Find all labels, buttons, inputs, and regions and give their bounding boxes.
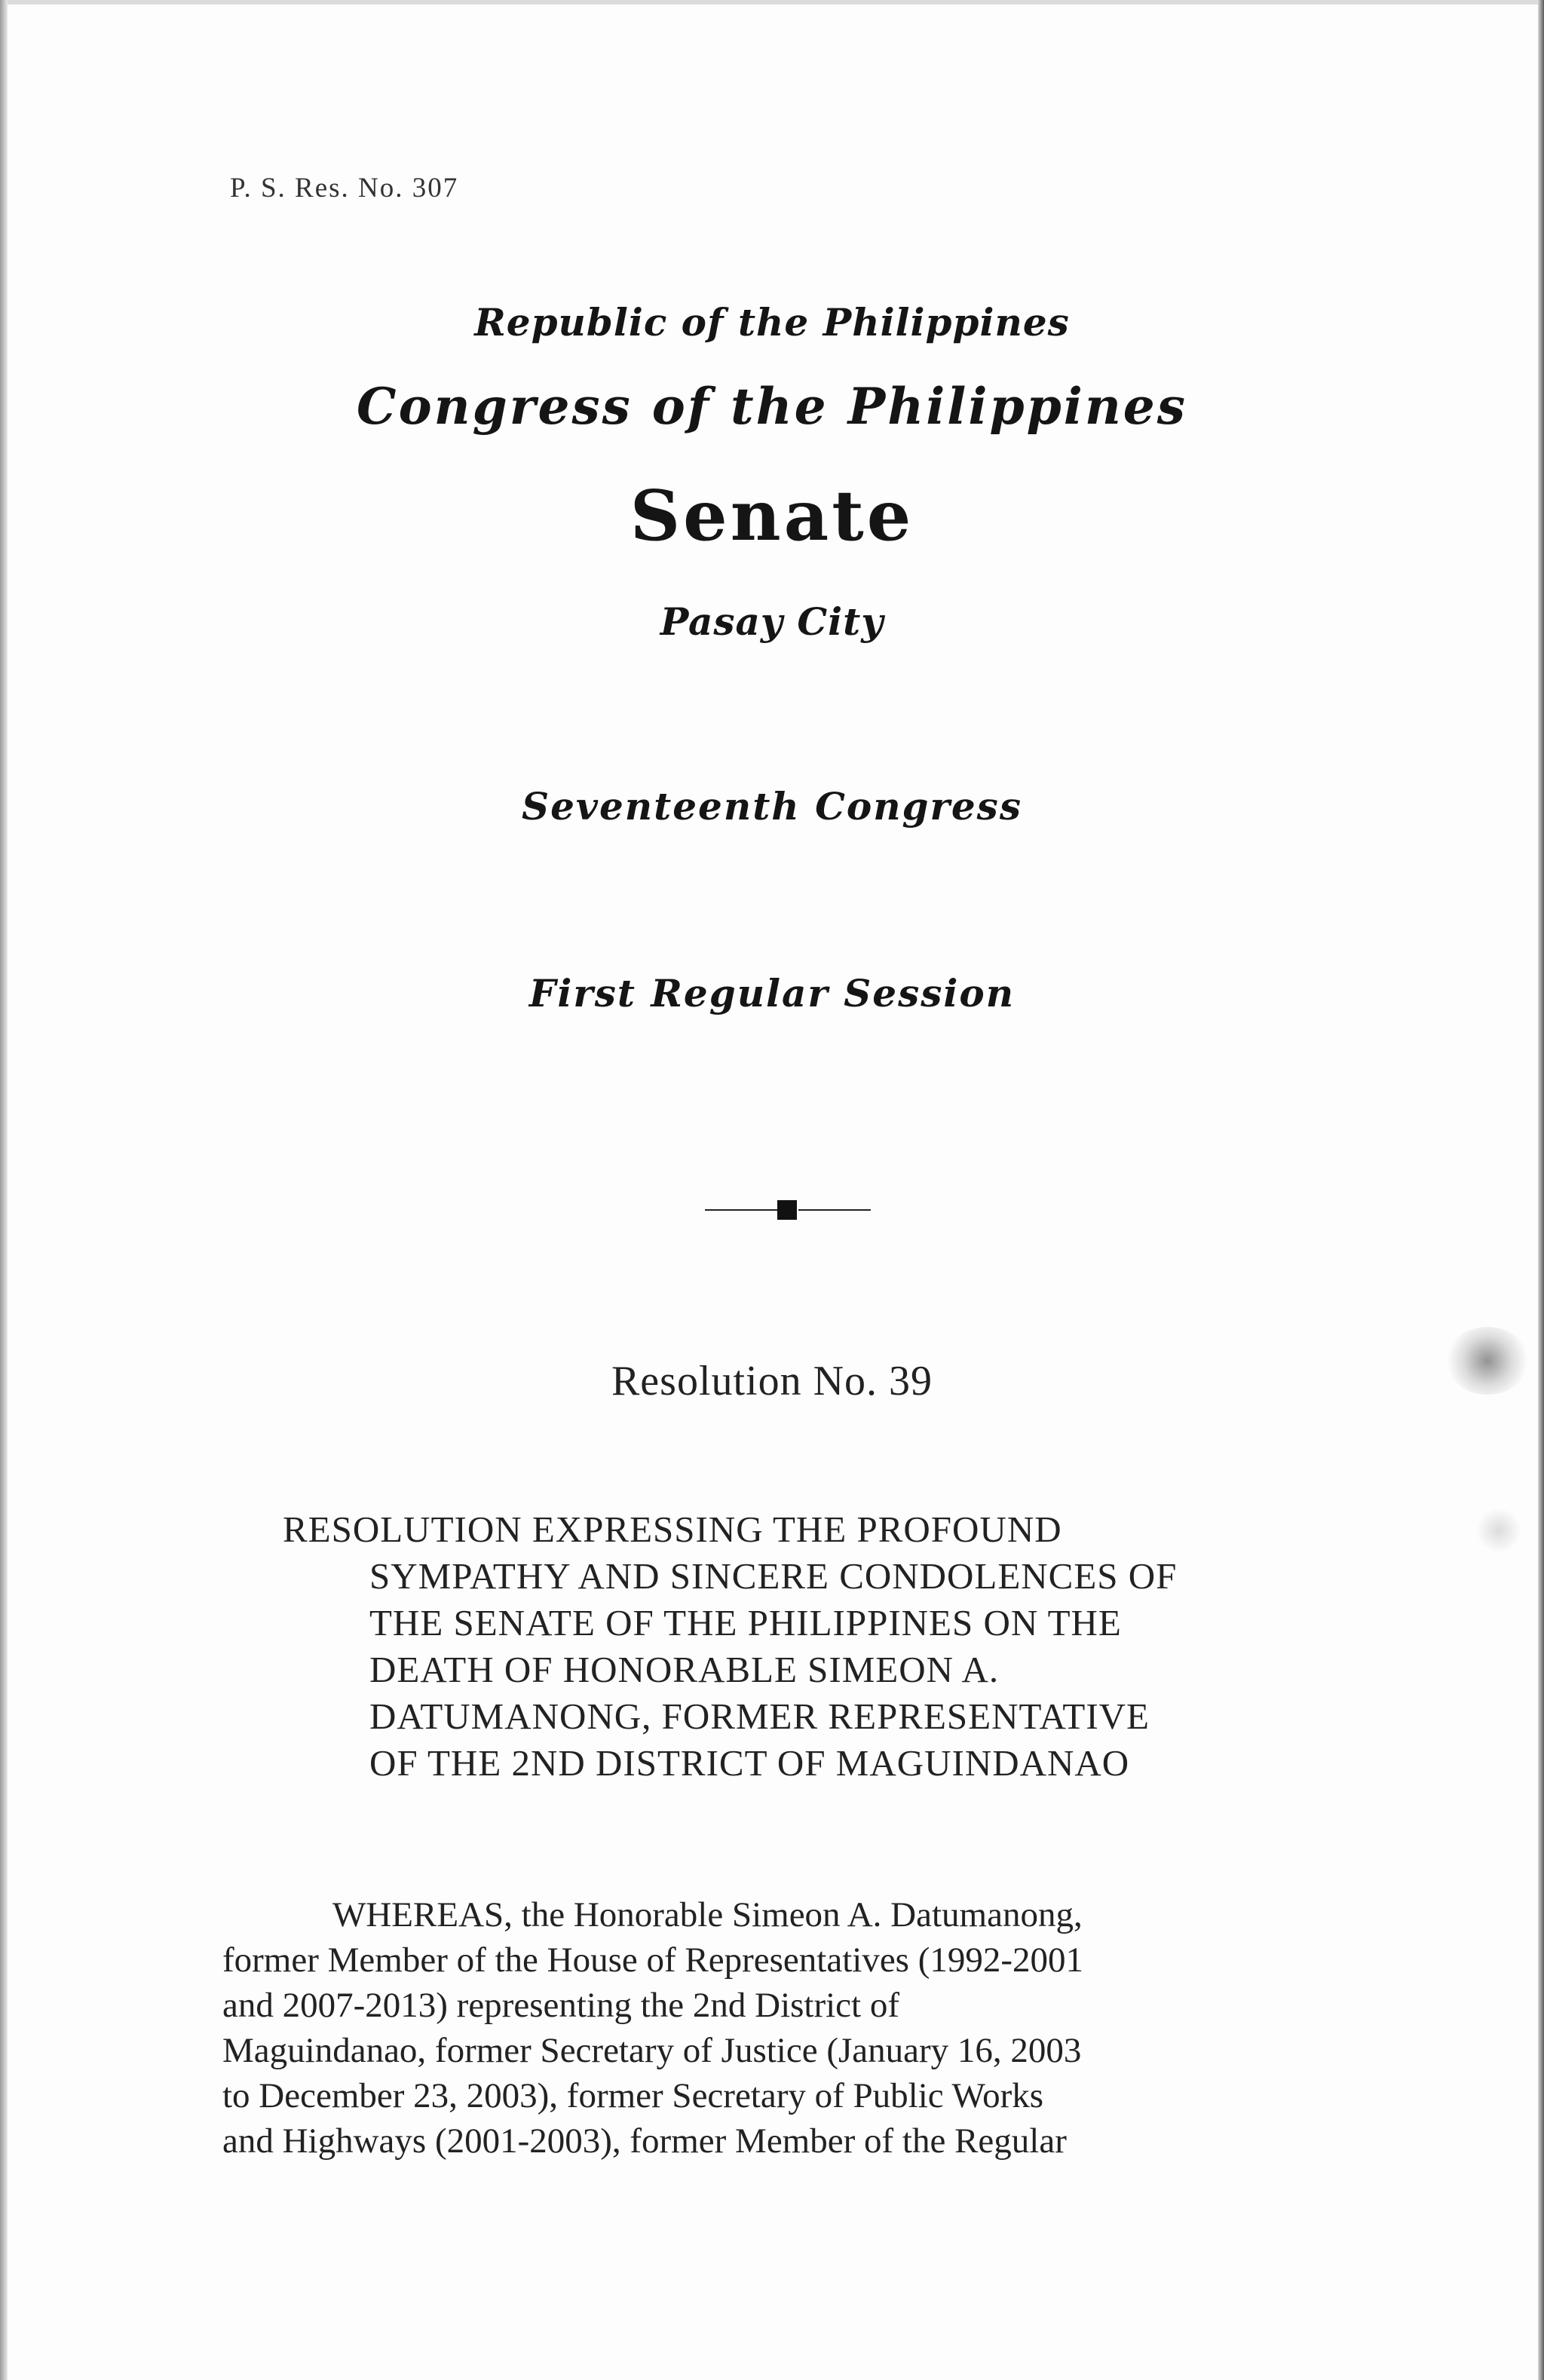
resolution-number: Resolution No. 39 (611, 1358, 933, 1404)
body-line: Maguindanao, former Secretary of Justice (January 16, 2003 (222, 2031, 1082, 2070)
title-line: SYMPATHY AND SINCERE CONDOLENCES OF (369, 1555, 1178, 1597)
body-line: to December 23, 2003), former Secretary of Public Works (222, 2076, 1044, 2115)
divider-line-right (798, 1209, 871, 1211)
scan-edge-top (0, 0, 1544, 5)
whereas-paragraph (222, 1892, 1338, 2164)
scan-smudge-small (1476, 1508, 1521, 1553)
congress-number-heading: Seventeenth Congress (522, 784, 1022, 829)
body-line: and 2007-2013) representing the 2nd District of (222, 1986, 900, 2025)
title-line: DATUMANONG, FORMER REPRESENTATIVE (369, 1695, 1150, 1737)
title-line: DEATH OF HONORABLE SIMEON A. (369, 1649, 1000, 1690)
title-line: OF THE 2ND DISTRICT OF MAGUINDANAO (369, 1742, 1130, 1784)
section-divider (705, 1199, 871, 1221)
body-line: and Highways (2001-2003), former Member of the Regular (222, 2121, 1067, 2161)
resolution-reference: P. S. Res. No. 307 (230, 173, 459, 204)
congress-heading: Congress of the Philippines (357, 377, 1187, 436)
scan-edge-left (0, 0, 8, 2380)
divider-line-left (705, 1209, 777, 1211)
title-line: THE SENATE OF THE PHILIPPINES ON THE (369, 1602, 1122, 1643)
session-heading: First Regular Session (528, 971, 1016, 1015)
title-line: RESOLUTION EXPRESSING THE PROFOUND (283, 1509, 1062, 1550)
city-heading: Pasay City (660, 599, 884, 644)
senate-heading: Senate (630, 475, 914, 556)
scan-edge-right (1538, 0, 1544, 2380)
body-line: former Member of the House of Representatives (1992-2001 (222, 1940, 1084, 1980)
resolution-title (283, 1506, 1302, 1787)
republic-heading: Republic of the Philippines (474, 300, 1070, 345)
divider-square (777, 1200, 797, 1220)
body-line: WHEREAS, the Honorable Simeon A. Datumanong, (332, 1895, 1083, 1934)
